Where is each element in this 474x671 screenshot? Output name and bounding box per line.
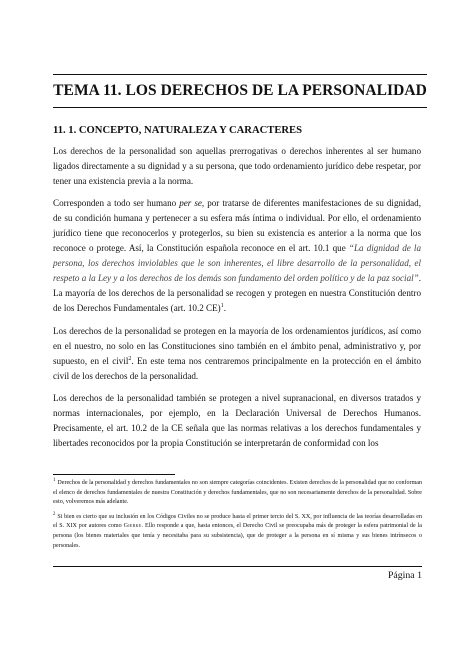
footnote-2-text-a: Si bien es cierto que su inclusión en los Códigos Civiles no se produce hasta el primer tercio del S. XX, por influencia de las teorías desarrolladas en el S. XIX por autores como [53, 513, 422, 530]
footnote-2 [53, 513, 422, 551]
constitution-quote: “La dignidad de la persona, los derechos inviolables que le son inherentes, el libre desarrollo de la personalidad, el respeto a la Ley y a los derechos de los demás son fundamento del orden político y de la paz social” [53, 243, 421, 284]
footnote-1 [53, 479, 422, 508]
title-banner [53, 74, 427, 108]
footnote-separator [53, 474, 175, 475]
paragraph-2-text-a: Corresponden a todo ser humano [53, 198, 177, 209]
paragraph-2-text-b: , por tratarse de diferentes manifestaciones de su dignidad, de su condición humana y pertenecer a su esfera más íntima o individual. Por ello, el ordenamiento jurídico tiene que reconocerlos y protegerlos, su bien su existencia es anterior a la norma que los reconoce o protege. Así, la Constitución española reconoce en el art. 10.1 que [53, 198, 421, 254]
footnote-ref-1[interactable]: 1 [220, 303, 224, 310]
footnote-1-mark: 1 [53, 477, 56, 483]
document-title: TEMA 11. LOS DERECHOS DE LA PERSONALIDAD [53, 82, 427, 99]
footnote-1-text: Derechos de la personalidad y derechos fundamentales no son siempre categorías coincidentes. Existen derechos de la personalidad que no conforman el elenco de derechos fundamentales de nuestra Constitución y derechos fundamentales, que no son necesariamente derechos de la personalidad. Sobre esto, volveremos más adelante. [53, 480, 422, 506]
paragraph-1: Los derechos de la personalidad son aquellas prerrogativas o derechos inherentes al ser humano ligados directamente a su dignidad y a su persona, que todo ordenamiento jurídico debe respetar, por tener una existencia previa a la norma. [53, 146, 421, 187]
page-number: Página 1 [387, 570, 422, 581]
paragraph-4: Los derechos de la personalidad también se protegen a nivel supranacional, en diversos tratados y normas internacionales, por ejemplo, en la Declaración Universal de Derechos Humanos. Precisamente, el art. 10.2 de la CE señala que las normas relativas a los derechos fundamentales y libertades reconocidos por la propia Constitución se interpretarán de conformidad con los [53, 392, 421, 448]
paragraph-2-text-d: . [223, 303, 226, 314]
footnote-2-text-b: . Ello responde a que, hasta entonces, el Derecho Civil se preocupaba más de proteger la esfera patrimonial de la persona (los bienes materiales que tenía y necesitaba para su subsistencia), que de proteger a la persona en sí misma y sus bienes intrínsecos o personales. [53, 523, 422, 549]
section-heading: 11. 1. CONCEPTO, NATURALEZA Y CARACTERES [53, 125, 302, 136]
author-name: Gierke [123, 523, 142, 530]
paragraph-3-text-b: . En este tema nos centraremos principalmente en la protección en el ámbito civil de los derechos de la personalidad. [53, 355, 422, 381]
footnotes [53, 479, 422, 556]
paragraph-2-text-c: . La mayoría de los derechos de la personalidad se recogen y protegen en nuestra Constitución dentro de los Derechos Fundamentales (art. 10.2 CE) [53, 273, 421, 314]
body-text [53, 144, 421, 451]
latin-term: per se [179, 198, 202, 209]
footnote-2-mark: 2 [53, 511, 56, 517]
paragraph-2 [53, 196, 421, 316]
paragraph-3-text-a: Los derechos de la personalidad se protegen en la mayoría de los ordenamientos jurídicos, así como en el nuestro, no solo en las Constituciones sino también en el ámbito penal, administrativo y, por supuesto, en el civil [53, 325, 421, 366]
paragraph-3 [53, 324, 421, 384]
footer-rule [53, 566, 422, 567]
footnote-ref-2[interactable]: 2 [128, 355, 132, 362]
